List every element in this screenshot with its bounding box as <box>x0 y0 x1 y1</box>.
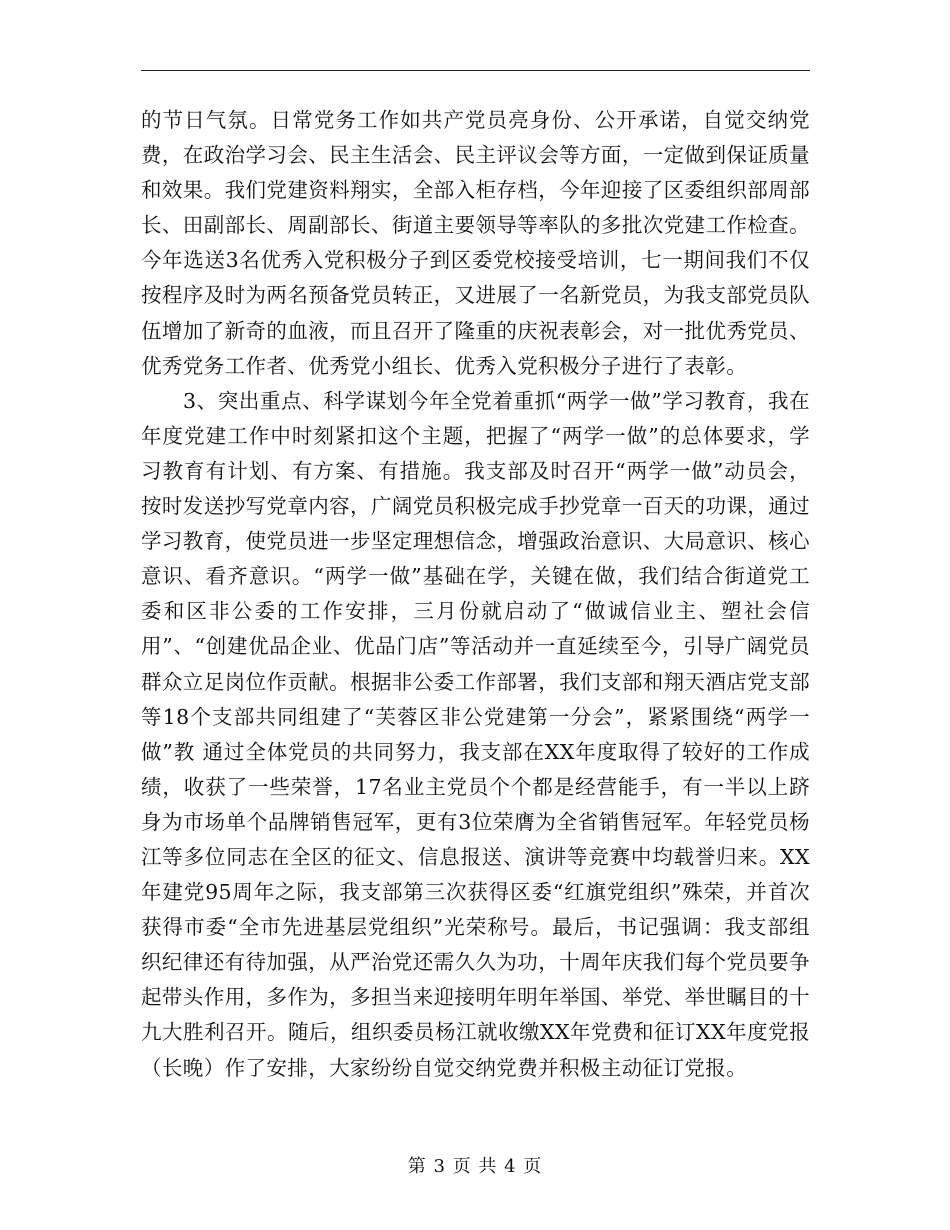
page-number-footer: 第 3 页 共 4 页 <box>407 1156 543 1177</box>
header-rule <box>141 70 810 71</box>
paragraph-continued: 的节日气氛。日常党务工作如共产党员亮身份、公开承诺，自觉交纳党费，在政治学习会、民主生活会、民主评议会等方面，一定做到保证质量和效果。我们党建资料翔实，全部入柜存档，今年迎接了区委组织部周部长、田副部长、周副部长、街道主要领导等率队的多批次党建工作检查。今年选送3名优秀入党积极分子到区委党校接受培训，七一期间我们不仅按程序及时为两名预备党员转正，又进展了一名新党员，为我支部党员队伍增加了新奇的血液，而且召开了隆重的庆祝表彰会，对一批优秀党员、优秀党务工作者、优秀党小组长、优秀入党积极分子进行了表彰。 <box>141 108 810 378</box>
paragraph-section-3: 3、突出重点、科学谋划今年全党着重抓“两学一做”学习教育，我在年度党建工作中时刻紧扣这个主题，把握了“两学一做”的总体要求，学习教育有计划、有方案、有措施。我支部及时召开“两学一做”动员会，按时发送抄写党章内容，广阔党员积极完成手抄党章一百天的功课，通过学习教育，使党员进一步坚定理想信念，增强政治意识、大局意识、核心意识、看齐意识。“两学一做”基础在学，关键在做，我们结合街道党工委和区非公委的工作安排，三月份就启动了“做诚信业主、塑社会信用”、“创建优品企业、优品门店”等活动并一直延续至今，引导广阔党员群众立足岗位作贡献。根据非公委工作部署，我们支部和翔天酒店党支部等18个支部共同组建了“芙蓉区非公党建第一分会”，紧紧围绕“两学一做”教 通过全体党员的共同努力，我支部在XX年度取得了较好的工作成绩，收获了一些荣誉，17名业主党员个个都是经营能手，有一半以上跻身为市场单个品牌销售冠军，更有3位荣膺为全省销售冠军。年轻党员杨江等多位同志在全区的征文、信息报送、演讲等竞赛中均载誉归来。XX年建党95周年之际，我支部第三次获得区委“红旗党组织”殊荣，并首次获得市委“全市先进基层党组织”光荣称号。最后，书记强调：我支部组织纪律还有待加强，从严治党还需久久为功，十周年庆我们每个党员要争起带头作用，多作为，多担当来迎接明年明年举国、举党、举世瞩目的十九大胜利召开。随后，组织委员杨江就收缴XX年党费和征订XX年度党报（长晚）作了安排，大家纷纷自觉交纳党费并积极主动征订党报。 <box>141 388 810 1080</box>
document-body <box>141 103 810 1086</box>
